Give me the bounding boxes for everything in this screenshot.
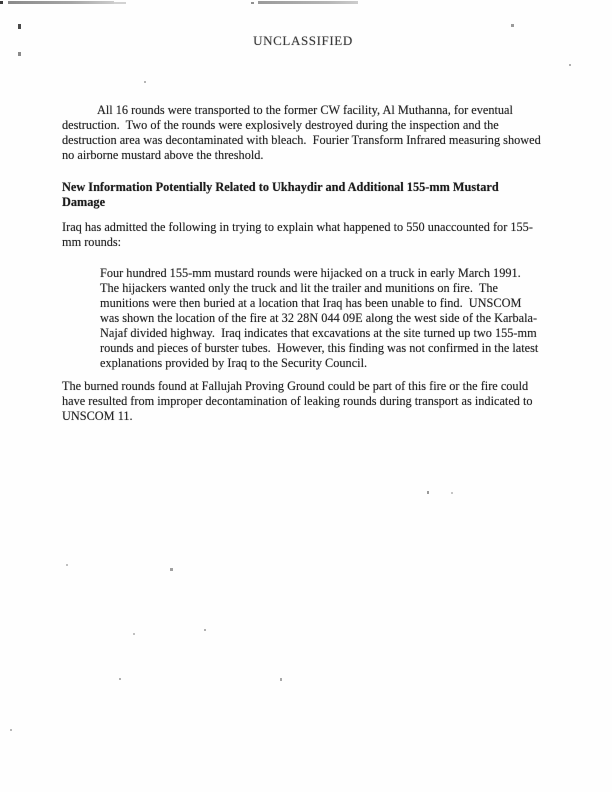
scan-speck (66, 564, 68, 566)
text-line: Four hundred 155-mm mustard rounds were hijacked on a truck in early March 1991. (100, 266, 521, 280)
scan-speck (0, 1, 3, 4)
scan-speck (10, 729, 12, 731)
scan-speck (451, 492, 453, 494)
text-line: destruction. Two of the rounds were explosively destroyed during the inspection and the (62, 118, 499, 132)
text-line: was shown the location of the fire at 32 28N 044 09E along the west side of the Karbala- (100, 311, 538, 325)
scan-artifact-top-bar-left (8, 1, 114, 4)
text-line: no airborne mustard above the threshold. (62, 148, 264, 162)
closing-paragraph (62, 379, 533, 424)
heading-line: Damage (62, 195, 106, 209)
text-line: All 16 rounds were transported to the former CW facility, Al Muthanna, for eventual (97, 103, 513, 117)
scan-speck (170, 568, 173, 571)
scan-speck (133, 633, 135, 635)
scan-speck (144, 81, 146, 83)
text-line: mm rounds: (62, 235, 122, 249)
intro-paragraph (62, 103, 541, 163)
scan-speck (119, 678, 121, 680)
scan-speck (204, 629, 206, 631)
indented-explanation-paragraph (100, 266, 538, 371)
lead-in-paragraph (62, 220, 533, 250)
scan-speck (18, 52, 21, 56)
scan-artifact-top-bar-right (258, 1, 358, 4)
scan-speck (18, 24, 21, 29)
scan-speck (569, 64, 571, 66)
text-line: UNSCOM 11. (62, 409, 133, 423)
scan-speck (251, 2, 254, 4)
scan-speck (280, 678, 282, 681)
text-line: explanations provided by Iraq to the Security Council. (100, 356, 368, 370)
classification-marking: UNCLASSIFIED (253, 33, 353, 48)
text-line: destruction area was decontaminated with bleach. Fourier Transform Infrared measuring showed (62, 133, 541, 147)
text-line: Najaf divided highway. Iraq indicates that excavations at the site turned up two 155-mm (100, 326, 537, 340)
text-line: The hijackers wanted only the truck and lit the trailer and munitions on fire. The (100, 281, 498, 295)
section-heading (62, 180, 499, 210)
scan-speck (427, 491, 429, 494)
scan-speck (511, 24, 514, 27)
text-line: munitions were then buried at a location that Iraq has been unable to find. UNSCOM (100, 296, 522, 310)
text-line: The burned rounds found at Fallujah Proving Ground could be part of this fire or the fire could (62, 379, 529, 393)
scan-artifact-top-bar-left-tail (114, 2, 126, 4)
text-line: have resulted from improper decontamination of leaking rounds during transport as indicated to (62, 394, 533, 408)
text-line: Iraq has admitted the following in trying to explain what happened to 550 unaccounted for 155- (62, 220, 533, 234)
text-line: rounds and pieces of burster tubes. However, this finding was not confirmed in the latest (100, 341, 539, 355)
heading-line: New Information Potentially Related to Ukhaydir and Additional 155-mm Mustard (62, 180, 499, 194)
